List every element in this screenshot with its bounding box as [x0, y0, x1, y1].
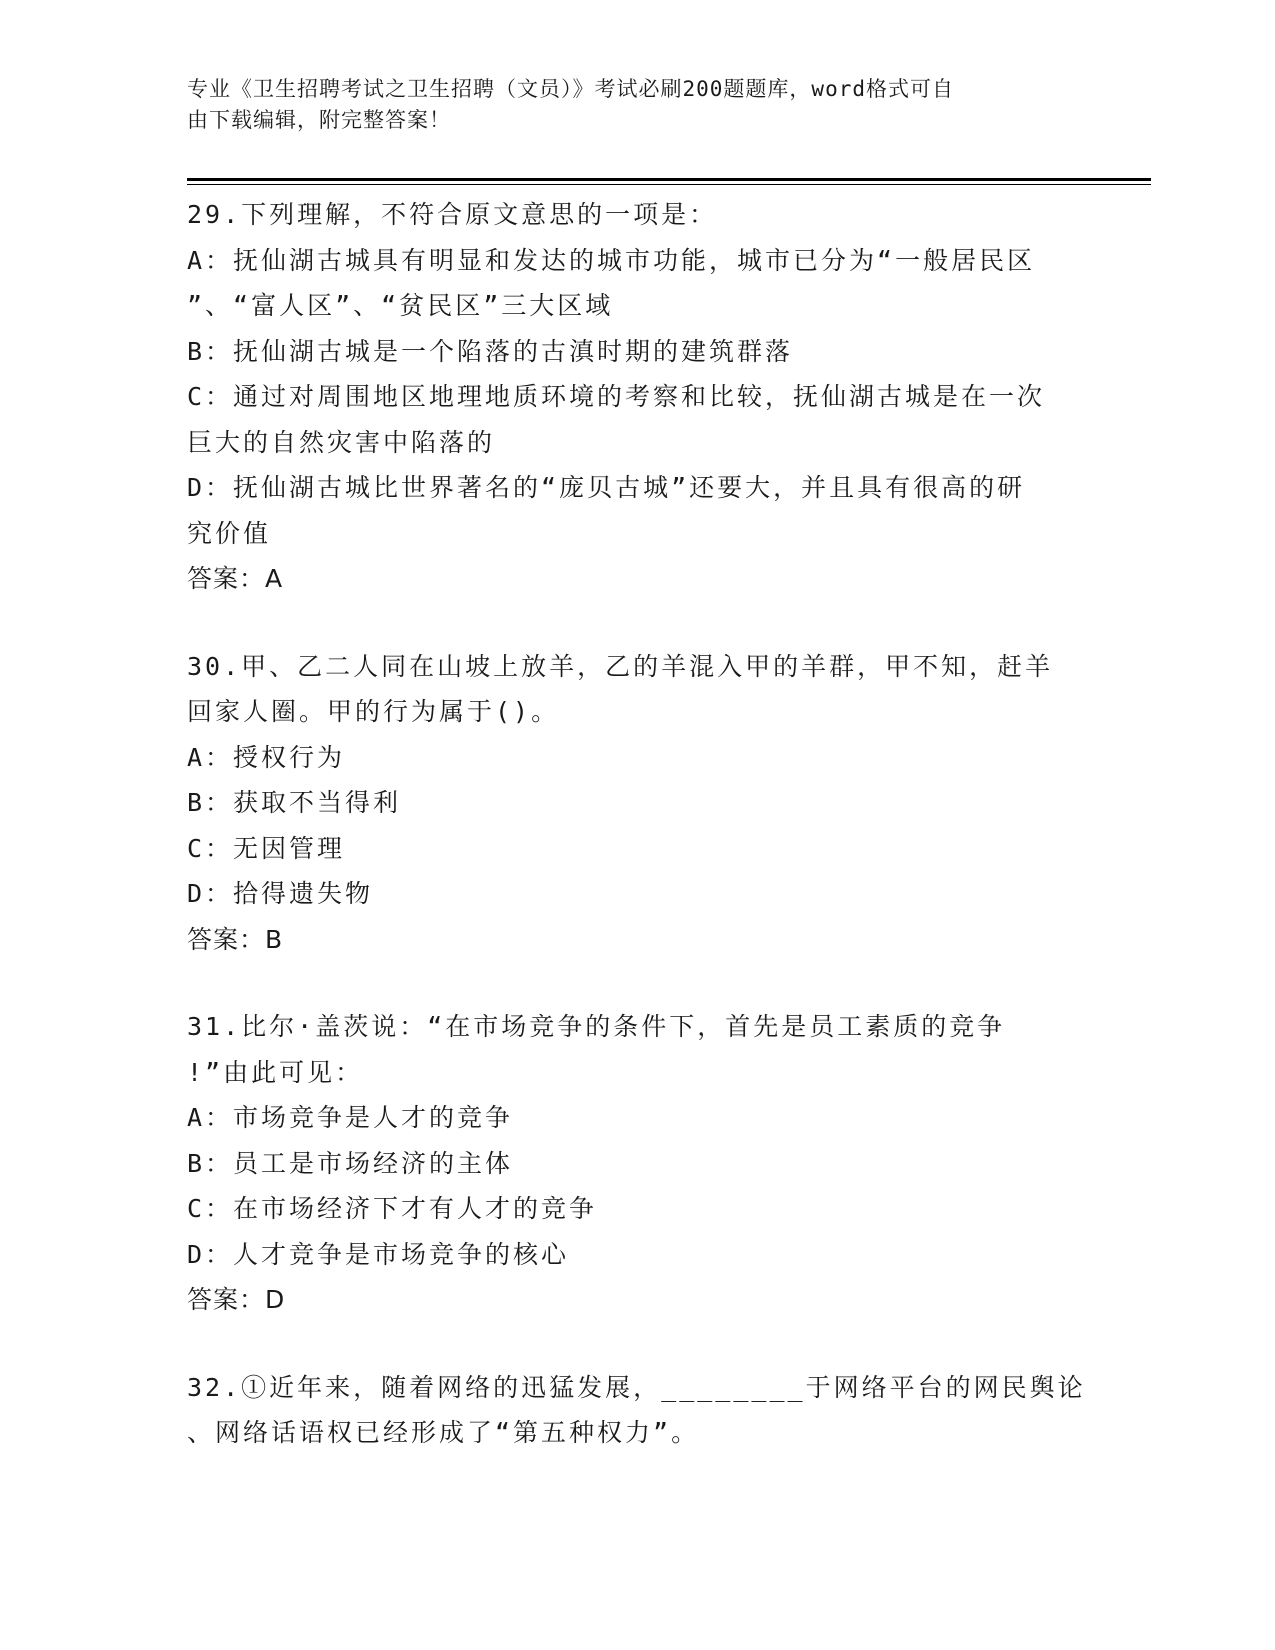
question-line: A：抚仙湖古城具有明显和发达的城市功能，城市已分为“一般居民区	[187, 245, 1036, 275]
question-line: A：市场竞争是人才的竞争	[187, 1103, 514, 1132]
question-line: D：人才竞争是市场竞争的核心	[187, 1239, 570, 1269]
question-line: C：无因管理	[187, 833, 346, 863]
question-line: !”由此可见：	[187, 1057, 364, 1087]
question-line: B：获取不当得利	[187, 788, 402, 817]
question-line: C：在市场经济下才有人才的竞争	[187, 1194, 598, 1223]
question-block	[187, 1004, 1087, 1323]
question-line: 巨大的自然灾害中陷落的	[187, 427, 496, 457]
question-line: 、网络话语权已经形成了“第五种权力”。	[187, 1418, 700, 1447]
question-block	[187, 1365, 1087, 1456]
question-list	[187, 192, 1087, 1498]
answer-line: 答案：D	[187, 1285, 286, 1314]
question-line: C：通过对周围地区地理地质环境的考察和比较，抚仙湖古城是在一次	[187, 382, 1046, 411]
question-stem: 32.①近年来，随着网络的迅猛发展，________于网络平台的网民舆论	[187, 1372, 1086, 1402]
question-line: A：授权行为	[187, 742, 346, 772]
question-line: D：抚仙湖古城比世界著名的“庞贝古城”还要大，并且具有很高的研	[187, 473, 1026, 502]
header-rule-thick	[187, 178, 1151, 181]
answer-line: 答案：B	[187, 924, 284, 954]
header-rule-thin	[187, 184, 1151, 185]
question-line: 回家人圈。甲的行为属于()。	[187, 697, 560, 726]
question-line: 究价值	[187, 518, 272, 548]
question-block	[187, 192, 1087, 602]
header-line-1: 专业《卫生招聘考试之卫生招聘（文员）》考试必刷200题题库，word格式可自	[187, 77, 954, 101]
answer-line: 答案：A	[187, 564, 284, 593]
header-line-2: 由下载编辑，附完整答案！	[187, 108, 451, 132]
question-line: B：员工是市场经济的主体	[187, 1148, 514, 1178]
question-line: B：抚仙湖古城是一个陷落的古滇时期的建筑群落	[187, 336, 794, 366]
question-stem: 30.甲、乙二人同在山坡上放羊，乙的羊混入甲的羊群，甲不知，赶羊	[187, 651, 1054, 681]
question-line: ”、“富人区”、“贫民区”三大区域	[187, 291, 614, 320]
question-stem: 31.比尔·盖茨说：“在市场竞争的条件下，首先是员工素质的竞争	[187, 1012, 1006, 1041]
document-header	[187, 74, 1067, 136]
question-stem: 29.下列理解，不符合原文意思的一项是：	[187, 200, 718, 229]
question-line: D：拾得遗失物	[187, 879, 374, 908]
question-block	[187, 644, 1087, 963]
